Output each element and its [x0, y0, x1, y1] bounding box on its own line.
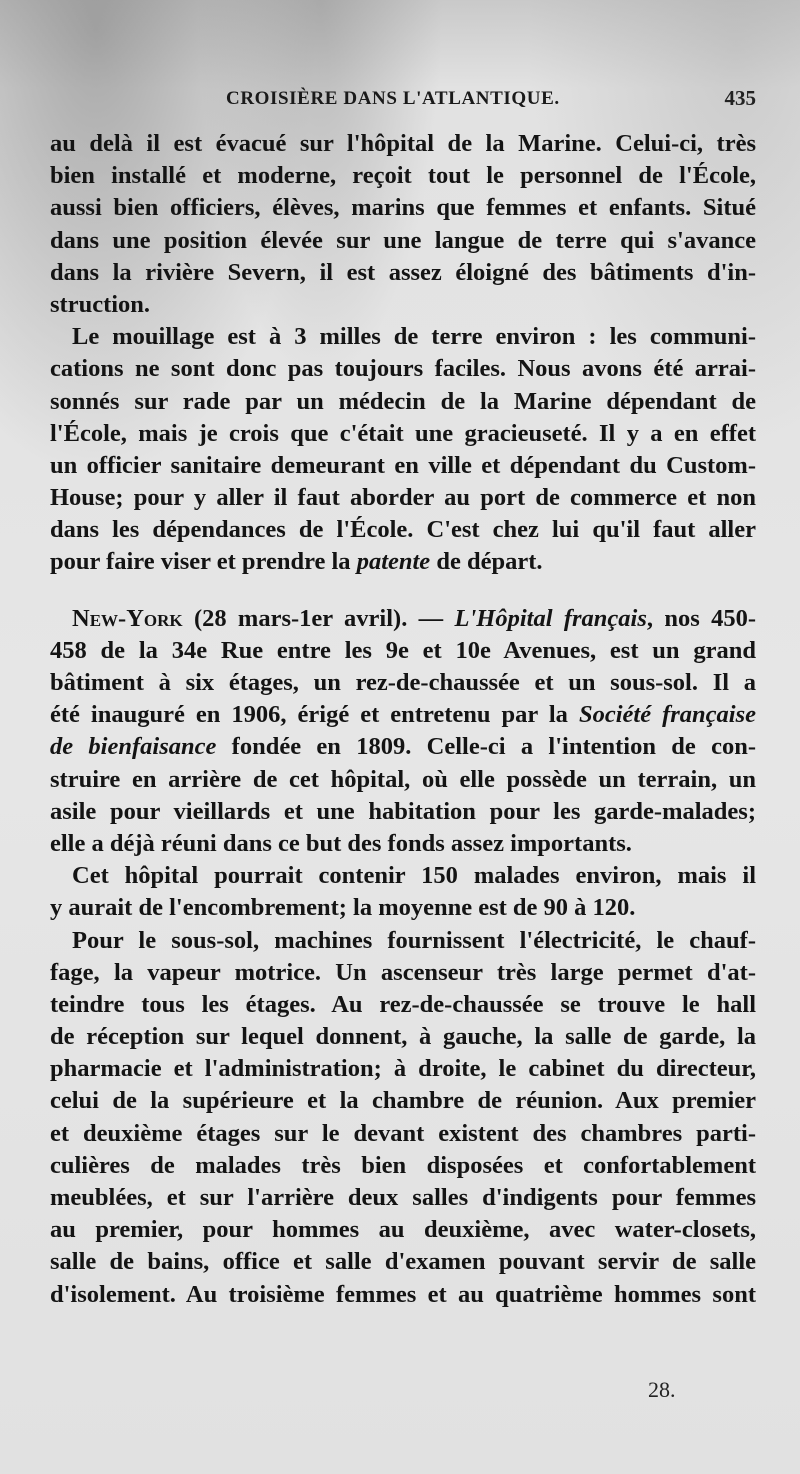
text-line: fage, la vapeur motrice. Un ascenseur très large permet d'at-: [50, 958, 756, 986]
text-line: cations ne sont donc pas toujours faciles. Nous avons été arrai-: [50, 355, 756, 383]
text-line: bâtiment à six étages, un rez-de-chaussée et un sous-sol. Il a: [50, 669, 756, 696]
italic-term: patente: [356, 548, 431, 576]
text-fragment: , nos 450-: [646, 604, 756, 632]
running-head: [50, 88, 756, 112]
text-line: d'isolement. Au troisième femmes et au quatrième hommes sont: [50, 1280, 756, 1308]
text-line: [50, 546, 756, 578]
text-line: salle de bains, office et salle d'examen pouvant servir de salle: [50, 1248, 756, 1276]
text-line: struire en arrière de cet hôpital, où elle possède un terrain, un: [50, 765, 756, 793]
text-line: bien installé et moderne, reçoit tout le personnel de l'École,: [50, 162, 756, 190]
page-number: 435: [724, 86, 756, 110]
text-fragment: de départ.: [430, 548, 543, 576]
text-line: dans la rivière Severn, il est assez éloigné des bâtiments d'in-: [50, 258, 756, 286]
signature-mark: 28.: [648, 1377, 676, 1402]
text-line: [50, 603, 756, 635]
italic-term: L'Hôpital français: [454, 604, 647, 632]
text-line: House; pour y aller il faut aborder au port de commerce et non: [50, 484, 756, 512]
text-line: culières de malades très bien disposées et confortablement: [50, 1151, 756, 1179]
text-line: de réception sur lequel donnent, à gauche, la salle de garde, la: [50, 1023, 756, 1051]
text-line: asile pour vieillards et une habitation pour les garde-malades;: [50, 797, 756, 825]
text-line: elle a déjà réuni dans ce but des fonds assez importants.: [50, 829, 632, 857]
text-line: et deuxième étages sur le devant existent des chambres parti-: [50, 1119, 756, 1147]
text-line: 458 de la 34e Rue entre les 9e et 10e Avenues, est un grand: [50, 636, 756, 664]
text-line: Le mouillage est à 3 milles de terre environ : les communi-: [72, 323, 756, 351]
text-line: [50, 731, 756, 763]
text-line: struction.: [50, 290, 151, 318]
text-line: aussi bien officiers, élèves, marins que femmes et enfants. Situé: [50, 194, 756, 222]
text-fragment: (28 mars-1er avril). —: [182, 604, 455, 632]
text-line: Pour le sous-sol, machines fournissent l'électricité, le chauf-: [72, 926, 756, 954]
italic-term: Société française: [578, 701, 756, 729]
text-line: l'École, mais je crois que c'était une gracieuseté. Il y a en effet: [50, 419, 756, 447]
text-line: Cet hôpital pourrait contenir 150 malades environ, mais il: [72, 862, 756, 890]
text-line: un officier sanitaire demeurant en ville et dépendant du Custom-: [50, 451, 756, 479]
running-title: CROISIÈRE DANS L'ATLANTIQUE.: [226, 88, 560, 109]
text-line: [50, 699, 756, 731]
text-line: dans les dépendances de l'École. C'est chez lui qu'il faut aller: [50, 516, 756, 544]
text-line: meublées, et sur l'arrière deux salles d'indigents pour femmes: [50, 1184, 756, 1211]
italic-term: de bienfaisance: [50, 733, 217, 761]
text-fragment: été inauguré en 1906, érigé et entretenu par la: [50, 701, 579, 729]
place-name: New-York: [72, 604, 183, 632]
text-line: y aurait de l'encombrement; la moyenne est de 90 à 120.: [50, 894, 636, 922]
body-text: [50, 128, 756, 1311]
text-line: au delà il est évacué sur l'hôpital de la Marine. Celui-ci, très: [50, 130, 756, 157]
text-line: au premier, pour hommes au deuxième, avec water-closets,: [50, 1216, 756, 1244]
text-line: teindre tous les étages. Au rez-de-chaussée se trouve le hall: [50, 990, 756, 1018]
paragraph-gap: [50, 579, 756, 603]
text-line: celui de la supérieure et la chambre de réunion. Aux premier: [50, 1087, 756, 1115]
text-fragment: fondée en 1809. Celle-ci a l'intention de con-: [216, 733, 756, 761]
text-fragment: pour faire viser et prendre la: [50, 548, 357, 576]
text-line: pharmacie et l'administration; à droite, le cabinet du directeur,: [50, 1055, 756, 1083]
text-line: sonnés sur rade par un médecin de la Marine dépendant de: [50, 387, 756, 415]
text-line: dans une position élevée sur une langue de terre qui s'avance: [50, 226, 756, 254]
